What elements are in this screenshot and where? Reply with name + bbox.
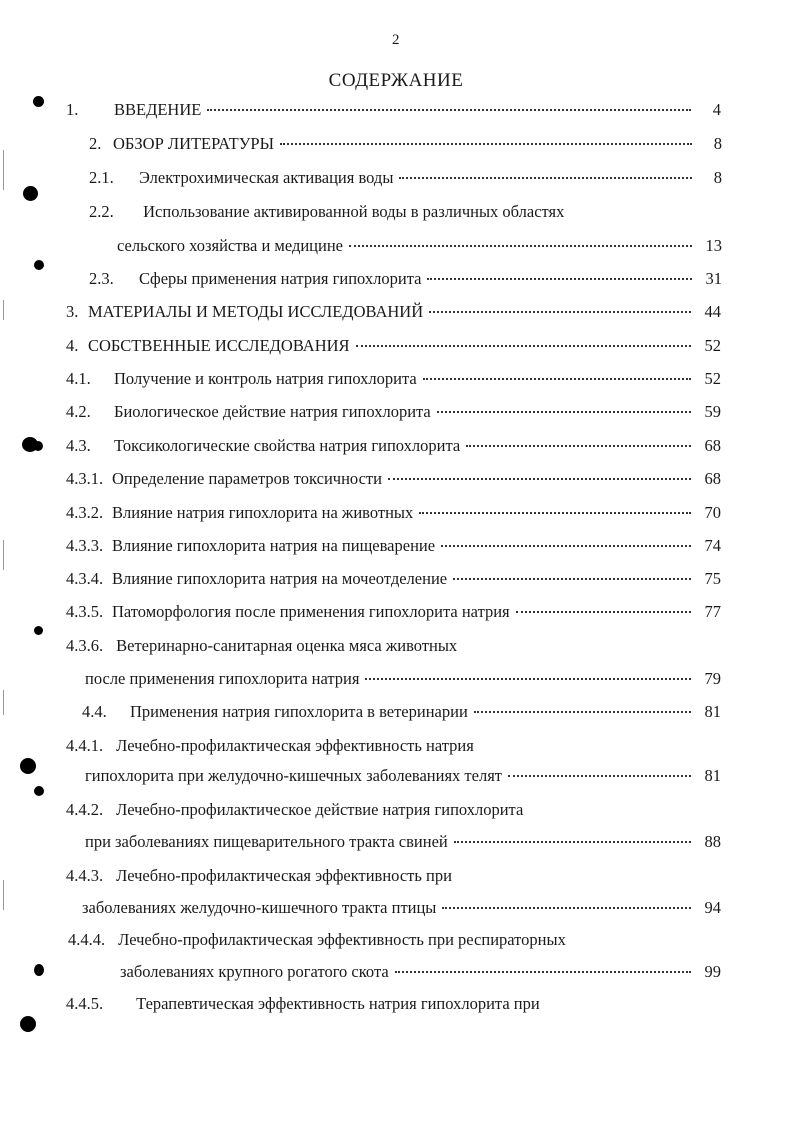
toc-entry-page: 88 [704,832,721,851]
toc-leader [437,410,691,413]
toc-leader [466,444,691,447]
toc-entry-label: Использование активированной воды в различных областях [143,202,565,221]
toc-leader [423,377,691,380]
toc-entry-label: заболеваниях крупного рогатого скота [120,962,389,981]
toc-entry-number: 4.4. [82,702,107,721]
toc-entry-page: 31 [705,269,722,288]
toc-entry-label: Патоморфология после применения гипохлорита натрия [112,602,510,621]
toc-entry-page: 81 [704,766,721,785]
toc-entry-page: 81 [704,702,721,721]
toc-leader [429,310,691,313]
toc-entry [68,930,566,950]
toc-entry [66,866,452,886]
toc-entry-label: после применения гипохлорита натрия [85,669,360,688]
toc-entry-number: 4.3. [66,436,91,455]
scan-edge-line [3,880,4,910]
toc-entry-page: 59 [704,402,721,421]
toc-entry [89,202,564,222]
toc-entry-label: Определение параметров токсичности [112,469,382,488]
toc-entry-label: Лечебно-профилактическая эффективность при респираторных [118,930,566,949]
toc-entry-label: Получение и контроль натрия гипохлорита [114,369,417,388]
toc-entry-number: 4.4.4. [68,930,106,949]
toc-entry [66,736,474,756]
toc-entry-label: Ветеринарно-санитарная оценка мяса животных [116,636,458,655]
toc-entry [82,702,721,728]
toc-leader [349,244,692,247]
toc-entry-label: Лечебно-профилактическая эффективность при [116,866,452,885]
toc-leader [474,710,691,713]
toc-entry-label: Токсикологические свойства натрия гипохлорита [114,436,461,455]
toc-entry [89,168,722,194]
toc-entry-label: Применения натрия гипохлорита в ветеринарии [130,702,468,721]
toc-entry-label: Лечебно-профилактическая эффективность натрия [116,736,474,755]
toc-entry-page: 68 [704,436,721,455]
toc-leader [442,906,691,909]
toc-entry [66,800,523,820]
toc-leader [419,511,691,514]
toc-entry-label: ОБЗОР ЛИТЕРАТУРЫ [113,134,274,153]
toc-entry-page: 8 [713,168,722,187]
toc-entry-number: 4.1. [66,369,91,388]
toc-entry-number: 4.3.4. [66,569,104,588]
toc-leader [356,344,691,347]
toc-entry-number: 4.4.1. [66,736,104,755]
punch-hole-mark [34,786,44,796]
toc-title: СОДЕРЖАНИЕ [328,70,464,91]
toc-entry-continuation [120,962,721,988]
toc-entry-page: 74 [704,536,721,555]
toc-entry [66,994,540,1014]
toc-entry [89,134,722,160]
toc-entry-number: 2. [89,134,102,153]
toc-entry-continuation [85,766,721,792]
toc-entry-label: Биологическое действие натрия гипохлорита [114,402,431,421]
toc-entry [66,369,721,395]
toc-leader [427,277,692,280]
toc-entry [66,636,457,656]
punch-hole-mark [20,758,36,774]
toc-entry-page: 68 [704,469,721,488]
toc-entry-number: 2.2. [89,202,114,221]
toc-entry-page: 94 [704,898,721,917]
toc-entry-page: 99 [704,962,721,981]
toc-leader [399,176,692,179]
toc-entry-number: 4.4.2. [66,800,104,819]
toc-entry-number: 4.3.5. [66,602,104,621]
toc-leader [441,544,691,547]
scan-edge-line [3,300,4,320]
toc-entry-page: 70 [704,503,721,522]
toc-leader [516,610,691,613]
toc-entry-page: 44 [704,302,721,321]
toc-entry [66,436,721,462]
toc-entry [66,100,721,126]
toc-entry [66,503,721,529]
punch-hole-mark [34,964,44,976]
toc-entry-page: 75 [704,569,721,588]
toc-entry-page: 52 [704,336,721,355]
toc-entry-label: Сферы применения натрия гипохлорита [139,269,422,288]
toc-entry [66,602,721,628]
toc-entry-number: 1. [66,100,79,119]
toc-entry-continuation [85,669,721,695]
toc-entry-number: 4.3.2. [66,503,104,522]
punch-hole-mark [20,1016,36,1032]
scan-edge-line [3,690,4,715]
toc-entry [66,536,721,562]
toc-entry-number: 4.2. [66,402,91,421]
toc-entry-label: сельского хозяйства и медицине [117,236,343,255]
toc-entry-number: 4.4.3. [66,866,104,885]
toc-entry-number: 2.3. [89,269,114,288]
toc-entry [66,569,721,595]
toc-entry-label: Терапевтическая эффективность натрия гипохлорита при [136,994,540,1013]
toc-entry-number: 4.3.3. [66,536,104,555]
toc-entry-continuation [85,832,721,858]
toc-entry-page: 8 [713,134,722,153]
toc-entry-label: ВВЕДЕНИЕ [114,100,202,119]
toc-entry [66,336,721,362]
toc-entry-label: Влияние натрия гипохлорита на животных [112,503,414,522]
toc-entry-label: СОБСТВЕННЫЕ ИССЛЕДОВАНИЯ [88,336,350,355]
toc-entry-label: гипохлорита при желудочно-кишечных заболеваниях телят [85,766,502,785]
toc-entry [66,402,721,428]
toc-leader [453,577,691,580]
toc-entry [89,269,722,295]
toc-entry [66,469,721,495]
scan-edge-line [3,540,4,570]
toc-entry-continuation [117,236,722,262]
punch-hole-mark [34,626,43,635]
toc-entry-page: 77 [704,602,721,621]
toc-entry [66,302,721,328]
toc-entry-label: Влияние гипохлорита натрия на пищеварение [112,536,436,555]
scan-edge-line [3,150,4,190]
toc-entry-label: Электрохимическая активация воды [139,168,394,187]
toc-entry-number: 2.1. [89,168,114,187]
page-number: 2 [392,32,400,48]
toc-entry-number: 4.3.1. [66,469,104,488]
toc-entry-label: МАТЕРИАЛЫ И МЕТОДЫ ИССЛЕДОВАНИЙ [88,302,424,321]
toc-leader [508,774,691,777]
toc-entry-page: 13 [705,236,722,255]
toc-entry-label: Лечебно-профилактическое действие натрия гипохлорита [116,800,524,819]
toc-entry-page: 79 [704,669,721,688]
toc-entry-continuation [82,898,721,924]
punch-hole-mark [34,260,44,270]
toc-leader [365,677,691,680]
punch-hole-mark [33,441,43,451]
toc-entry-label: заболеваниях желудочно-кишечного тракта птицы [82,898,437,917]
toc-leader [280,142,692,145]
toc-entry-label: при заболеваниях пищеварительного тракта свиней [85,832,448,851]
toc-entry-number: 4.3.6. [66,636,104,655]
toc-entry-page: 4 [712,100,721,119]
punch-hole-mark [33,96,44,107]
toc-leader [388,477,691,480]
toc-entry-number: 4.4.5. [66,994,104,1013]
toc-leader [454,840,691,843]
toc-entry-label: Влияние гипохлорита натрия на мочеотделение [112,569,448,588]
punch-hole-mark [23,186,38,201]
toc-entry-number: 4. [66,336,79,355]
toc-entry-page: 52 [704,369,721,388]
toc-entry-number: 3. [66,302,79,321]
toc-leader [395,970,691,973]
toc-leader [207,108,691,111]
